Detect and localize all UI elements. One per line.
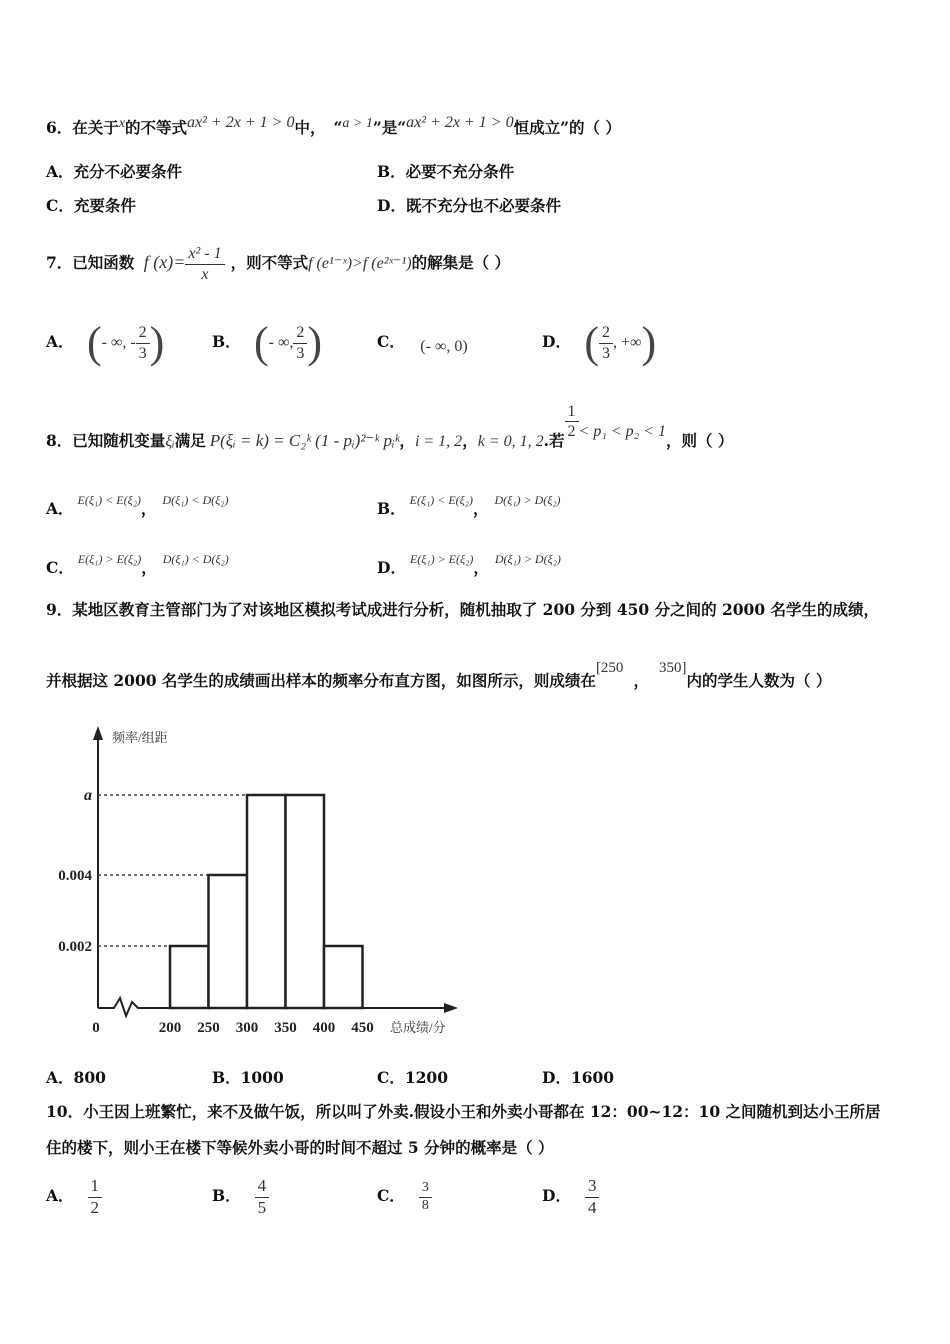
q9-option-b[interactable]: B．1000: [212, 1068, 284, 1087]
q7-inequality: f (e¹⁻ˣ)>f (e²ˣ⁻¹): [308, 255, 412, 272]
histogram-bar-250-300: [209, 875, 248, 1008]
q6-quote-open: “: [333, 118, 343, 137]
q10-option-d[interactable]: D． $\frac{3}{4}$: [542, 1170, 599, 1222]
q9-text-2: 并根据这 2000 名学生的成绩画出样本的频率分布直方图，如图所示，则成绩在: [46, 671, 596, 690]
y-axis-label: 频率/组距: [112, 730, 168, 745]
q6-text-3: 中，: [294, 118, 326, 137]
q9-option-c[interactable]: C．1200: [377, 1068, 448, 1087]
q6-text-1: 在关于: [72, 118, 119, 137]
x-tick-400: 400: [312, 1020, 336, 1036]
x-tick-350: 350: [274, 1020, 297, 1036]
histogram-bar-300-350: [247, 795, 286, 1008]
q9-text-3: 内的学生人数为（ ）: [686, 671, 832, 690]
q8-text-2: 满足: [174, 431, 206, 450]
q7-function: f (x)=: [143, 252, 186, 272]
q7-fraction: $\frac{\text{x² - 1}}{x}$: [185, 244, 224, 283]
q6-option-a[interactable]: A．充分不必要条件: [46, 162, 183, 181]
y-tick-0.004: 0.004: [58, 868, 92, 884]
x-axis-arrow: [444, 1003, 458, 1013]
x-tick-250: 250: [197, 1020, 220, 1036]
q8-option-d[interactable]: D． $^{E(\xi_1) > E(\xi_2)}$， $^{D(\xi_1) > D(\xi_2)}$: [377, 552, 561, 577]
q9-histogram: [40, 718, 480, 1048]
q8-sep-2: ，: [462, 431, 478, 450]
histogram-bar-200-250: [170, 946, 209, 1008]
q8-i-values: i = 1, 2: [414, 433, 463, 450]
q8-number: 8．: [46, 431, 73, 450]
q7-option-c[interactable]: C． (- ∞, 0): [377, 332, 468, 355]
q7-text-2: ，则不等式: [230, 253, 309, 272]
q7-option-a[interactable]: A． (- ∞, - $\frac{2}{3}$ ): [46, 318, 165, 367]
q7-stem: [46, 230, 510, 294]
q8-p-inequality: < p₁ < p₂ < 1: [578, 423, 667, 440]
q8-xi: ξᵢ: [165, 433, 175, 450]
q8-stem: [46, 400, 733, 464]
q8-option-b[interactable]: B． $^{E(\xi_1) < E(\xi_2)}$， $^{D(\xi_1) > D(\xi_2)}$: [377, 493, 561, 518]
q7-text-3: 的解集是（ ）: [411, 253, 511, 272]
q9-option-a[interactable]: A．800: [46, 1068, 106, 1087]
q8-sep-1: ，: [399, 431, 415, 450]
q10-option-a[interactable]: A． $\frac{1}{2}$: [46, 1170, 102, 1222]
q9-line-2: [46, 648, 831, 688]
x-tick-450: 450: [351, 1020, 374, 1036]
q8-formula: P(ξᵢ = k) = C₂ᵏ (1 - pᵢ)²⁻ᵏ pᵢᵏ: [209, 431, 400, 450]
q6-text-5: 恒成立”的（ ）: [513, 118, 621, 137]
q8-option-c[interactable]: C． $^{E(\xi_1) > E(\xi_2)}$， $^{D(\xi_1) < D(\xi_2)}$: [46, 552, 229, 577]
x-tick-200: 200: [158, 1020, 182, 1036]
q8-text-1: 已知随机变量: [72, 431, 166, 450]
q8-half: $\frac{1}{2}$: [565, 402, 579, 441]
q6-text-2: 的不等式: [125, 118, 188, 137]
origin-label: 0: [92, 1020, 100, 1036]
q6-option-b[interactable]: B．必要不充分条件: [377, 162, 515, 181]
x-axis-label: 总成绩/分: [390, 1020, 446, 1035]
q9-interval-comma: ，: [633, 671, 649, 690]
q9-line-1: 9．某地区教育主管部门为了对该地区模拟考试成进行分析，随机抽取了 200 分到 450 分之间的 2000 名学生的成绩，: [46, 600, 880, 619]
q6-condition: a > 1: [342, 116, 373, 131]
q9-interval-right: 350]: [658, 660, 687, 676]
y-tick-a: a: [84, 787, 92, 804]
q6-inequality-2: ax² + 2x + 1 > 0: [406, 114, 514, 131]
q8-text-4: ，则（ ）: [666, 431, 734, 450]
q6-var-x: x: [118, 115, 126, 131]
q9-option-d[interactable]: D．1600: [542, 1068, 615, 1087]
histogram-bar-350-400: [286, 795, 325, 1008]
q10-option-b[interactable]: B． $\frac{4}{5}$: [212, 1170, 269, 1222]
q8-option-a[interactable]: A． $^{E(\xi_1) < E(\xi_2)}$， $^{D(\xi_1) < D(\xi_2)}$: [46, 493, 229, 518]
q7-text-1: 已知函数: [72, 253, 135, 272]
q10-line-2: 住的楼下，则小王在楼下等候外卖小哥的时间不超过 5 分钟的概率是（ ）: [46, 1138, 554, 1157]
q10-line-1: 10．小王因上班繁忙，来不及做午饭，所以叫了外卖.假设小王和外卖小哥都在 12：00~12：10 之间随机到达小王所居: [46, 1102, 881, 1121]
q6-option-d[interactable]: D．既不充分也不必要条件: [377, 196, 561, 215]
q6-stem: [46, 105, 621, 141]
q6-text-4: ”是“: [372, 118, 407, 137]
x-tick-300: 300: [235, 1020, 259, 1036]
q7-option-d[interactable]: D． ( $\frac{2}{3}$ , +∞): [542, 318, 657, 367]
q6-inequality: ax² + 2x + 1 > 0: [187, 114, 295, 131]
q7-number: 7．: [46, 253, 73, 272]
q6-option-c[interactable]: C．充要条件: [46, 196, 136, 215]
q10-option-c[interactable]: C． $\frac{3}{8}$: [377, 1170, 432, 1222]
q9-interval-left: [250: [595, 660, 624, 676]
y-axis-arrow: [93, 726, 103, 740]
q6-number: 6．: [46, 118, 73, 137]
q8-k-values: k = 0, 1, 2: [477, 433, 544, 450]
q8-text-3: .若: [543, 431, 565, 450]
q7-option-b[interactable]: B． (- ∞, $\frac{2}{3}$ ): [212, 318, 323, 367]
histogram-bar-400-450: [324, 946, 363, 1008]
y-tick-0.002: 0.002: [58, 939, 92, 955]
